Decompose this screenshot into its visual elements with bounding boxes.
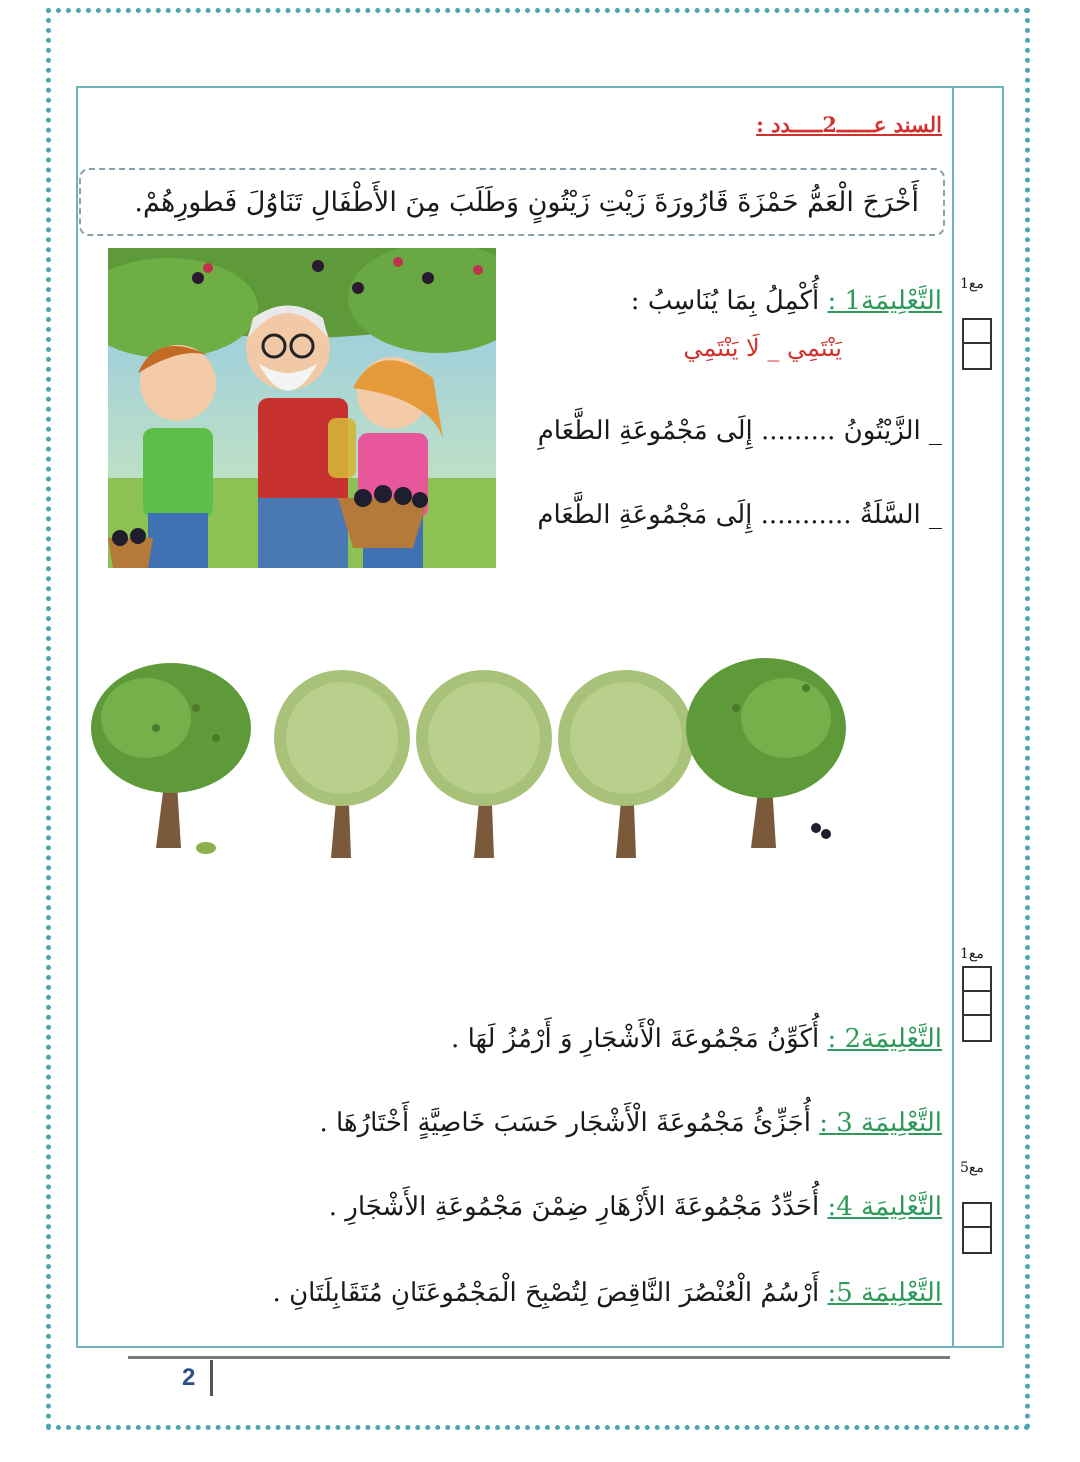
intro-text: أَخْرَجَ الْعَمُّ حَمْزَةَ قَارُورَةَ زَيْتِ زَيْتُونٍ وَطَلَبَ مِنَ الأَطْفَالِ تَنَاوُلَ فَطورِهُمْ. (134, 186, 919, 218)
instruction-1 (631, 286, 942, 316)
instruction-5 (273, 1278, 942, 1308)
instruction-3 (319, 1108, 942, 1138)
instruction-5-label: التَّعْلِيمَة 5: (827, 1278, 942, 1308)
tree-icon (274, 670, 410, 858)
footer-line (128, 1356, 950, 1359)
mark-label-1: مع1 (960, 276, 984, 292)
instruction-4-label: التَّعْلِيمَة 4: (827, 1192, 942, 1222)
instruction-3-label: التَّعْلِيمَة 3 : (819, 1108, 942, 1138)
instruction-1-text: أُكْمِلُ بِمَا يُنَاسِبُ : (630, 286, 828, 316)
olive-harvest-illustration (108, 248, 496, 568)
tree-icon (558, 670, 694, 858)
intro-box (79, 168, 945, 236)
mark-label-2: مع1 (960, 946, 984, 962)
instruction-2-text: أُكَوِّنُ مَجْمُوعَةَ الْأَشْجَارِ وَ أَرْمُزُ لَهَا . (451, 1024, 828, 1054)
instruction-1-item-2: _ السَّلَةُ ........... إِلَى مَجْمُوعَةِ الطَّعَام (537, 500, 942, 530)
margin-divider (952, 86, 954, 1348)
trees-row (86, 648, 876, 878)
tree-icon (416, 670, 552, 858)
instruction-1-options: يَنْتَمِي _ لَا يَنْتَمِي (683, 334, 842, 362)
mark-box-1[interactable] (962, 318, 992, 370)
olive-tree-icon (91, 663, 251, 854)
mark-box-2[interactable] (962, 966, 992, 1042)
mark-label-3: مع5 (960, 1160, 984, 1176)
instruction-5-text: أَرْسُمُ الْعُنْصُرَ النَّاقِصَ لِتُصْبِحَ الْمَجْمُوعَتَانِ مُتَقَابِلَتَانِ . (272, 1278, 828, 1308)
page-number-bar (210, 1360, 213, 1396)
mark-box-3[interactable] (962, 1202, 992, 1254)
instruction-1-label: التَّعْلِيمَة1 : (827, 286, 942, 316)
instruction-1-item-1: _ الزَّيْتُونُ ......... إِلَى مَجْمُوعَةِ الطَّعَامِ (537, 416, 942, 446)
instruction-2-label: التَّعْلِيمَة2 : (827, 1024, 942, 1054)
instruction-3-text: أُجَزِّئُ مَجْمُوعَةَ الْأَشْجَار حَسَبَ خَاصِيَّةٍ أَخْتَارُهَا . (319, 1108, 820, 1138)
instruction-4-text: أُحَدِّدُ مَجْمُوعَةَ الأَزْهَارِ ضِمْنَ مَجْمُوعَةِ الأَشْجَارِ . (328, 1192, 828, 1222)
instruction-2 (451, 1024, 942, 1054)
olive-tree-icon (686, 658, 846, 848)
sanad-title: السند عــــــ2ـــــدد : (756, 112, 942, 137)
page-number: 2 (182, 1364, 196, 1391)
instruction-4 (329, 1192, 942, 1222)
